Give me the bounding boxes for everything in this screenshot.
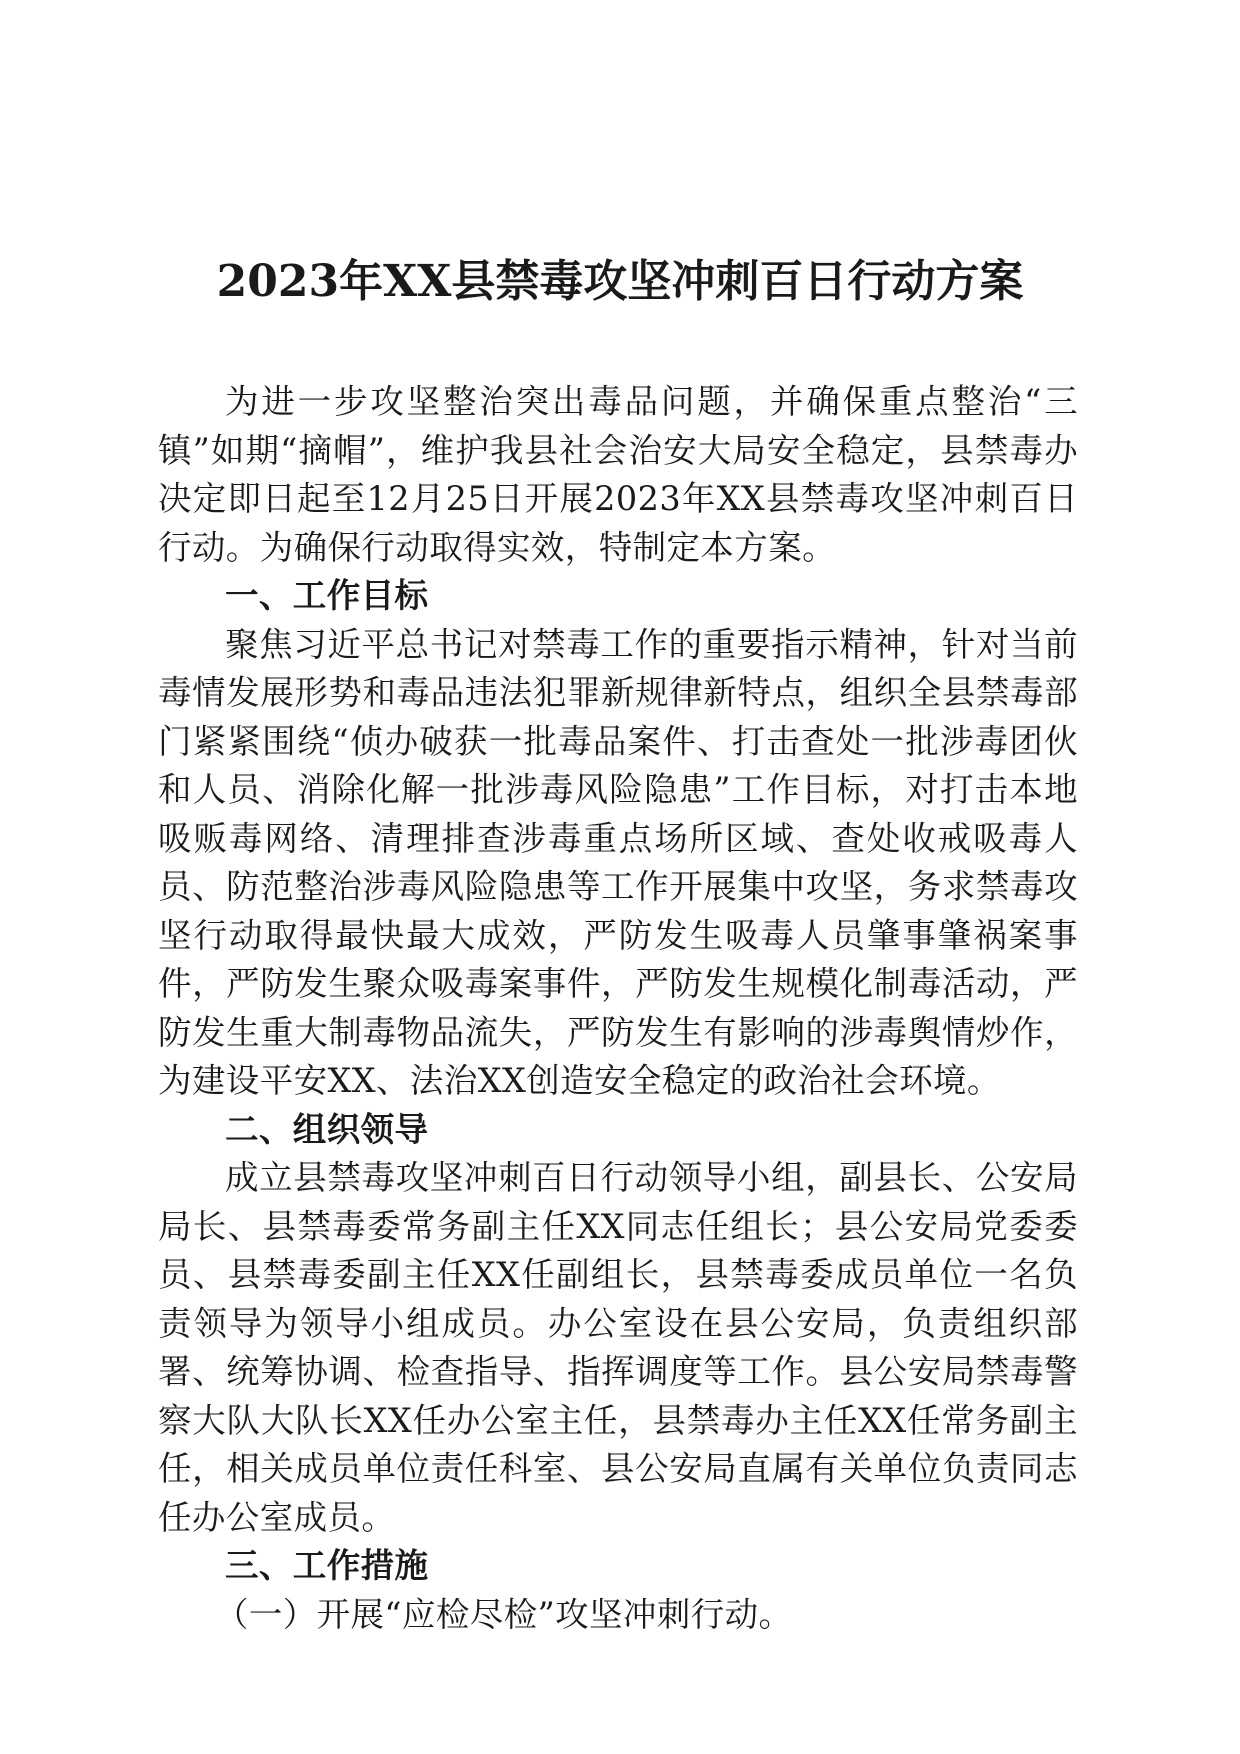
document-title: 2023年XX县禁毒攻坚冲刺百日行动方案: [216, 256, 1024, 307]
section-heading-goals: 一、工作目标: [225, 576, 429, 615]
document-body: [158, 378, 1078, 1639]
section-text-goals: 聚焦习近平总书记对禁毒工作的重要指示精神，针对当前毒情发展形势和毒品违法犯罪新规律新特点，组织全县禁毒部门紧紧围绕“侦办破获一批毒品案件、打击查处一批涉毒团伙和人员、消除化解一批涉毒风险隐患”工作目标，对打击本地吸贩毒网络、清理排查涉毒重点场所区域、查处收戒吸毒人员、防范整治涉毒风险隐患等工作开展集中攻坚，务求禁毒攻坚行动取得最快最大成效，严防发生吸毒人员肇事肇祸案事件，严防发生聚众吸毒案事件，严防发生规模化制毒活动，严防发生重大制毒物品流失，严防发生有影响的涉毒舆情炒作，为建设平安XX、法治XX创造安全稳定的政治社会环境。: [158, 624, 1078, 1100]
section-text-leadership: 成立县禁毒攻坚冲刺百日行动领导小组，副县长、公安局局长、县禁毒委常务副主任XX同志任组长；县公安局党委委员、县禁毒委副主任XX任副组长，县禁毒委成员单位一名负责领导为领导小组成员。办公室设在县公安局，负责组织部署、统筹协调、检查指导、指挥调度等工作。县公安局禁毒警察大队大队长XX任办公室主任，县禁毒办主任XX任常务副主任，相关成员单位责任科室、县公安局直属有关单位负责同志任办公室成员。: [158, 1158, 1078, 1537]
section-heading-measures: 三、工作措施: [225, 1546, 429, 1585]
section-heading-leadership: 二、组织领导: [225, 1109, 429, 1149]
intro-paragraph: 为进一步攻坚整治突出毒品问题，并确保重点整治“三镇”如期“摘帽”，维护我县社会治安大局安全稳定，县禁毒办决定即日起至12月25日开展2023年XX县禁毒攻坚冲刺百日行动。为确保行动取得实效，特制定本方案。: [158, 382, 1078, 567]
section-subheading-measures-1: （一）开展“应检尽检”攻坚冲刺行动。: [214, 1594, 793, 1634]
